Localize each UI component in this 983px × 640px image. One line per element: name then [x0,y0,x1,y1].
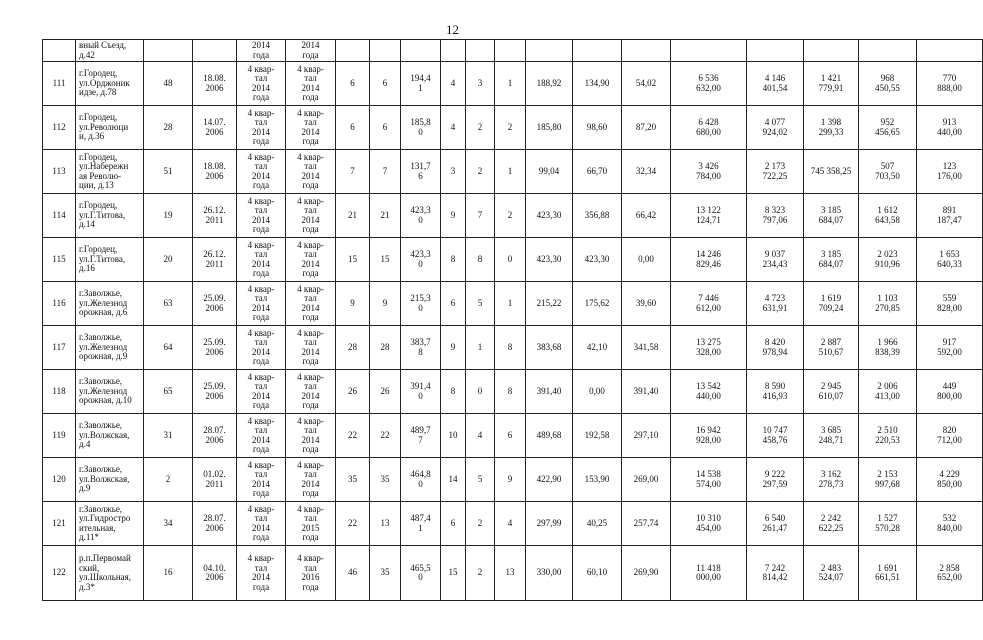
cell-col13: 330,00 [526,546,573,601]
cell-col12: 9 [495,458,526,502]
cell-plan-start: 4 квар- тал 2014 года [237,326,286,370]
cell-col9: 131,7 6 [401,150,441,194]
cell-plan-start: 2014 года [237,40,286,62]
cell-col18: 2 945 610,07 [804,370,859,414]
cell-col18: 3 685 248,71 [804,414,859,458]
cell-col17: 8 323 797,06 [747,194,804,238]
cell-date: 25.09. 2006 [193,326,237,370]
cell-col11: 2 [466,150,495,194]
cell-col11: 2 [466,106,495,150]
table-row [43,414,983,458]
table-row [43,238,983,282]
cell-empty [573,40,622,62]
cell-plan-end: 4 квар- тал 2014 года [286,194,336,238]
cell-address: р.п.Первомай ский, ул.Школьная, д.3* [76,546,144,601]
cell-col19: 2 006 413,00 [859,370,917,414]
cell-col9: 194,4 1 [401,62,441,106]
cell-apartments: 65 [144,370,193,414]
cell-col7: 46 [336,546,370,601]
table-row [43,106,983,150]
cell-col8: 28 [370,326,401,370]
cell-col14: 134,90 [573,62,622,106]
cell-col9: 465,5 0 [401,546,441,601]
cell-col17: 4 723 631,91 [747,282,804,326]
cell-col12: 1 [495,150,526,194]
table-row [43,150,983,194]
cell-col10: 3 [441,150,466,194]
page-number: 12 [446,22,459,37]
table-row [43,502,983,546]
cell-col14: 0,00 [573,370,622,414]
cell-date: 25.09. 2006 [193,370,237,414]
table-row [43,194,983,238]
cell-empty [526,40,573,62]
cell-col17: 8 420 978,94 [747,326,804,370]
cell-apartments: 28 [144,106,193,150]
cell-col15: 66,42 [622,194,671,238]
cell-col16: 7 446 612,00 [671,282,747,326]
cell-apartments: 48 [144,62,193,106]
cell-col13: 99,04 [526,150,573,194]
cell-date: 14.07. 2006 [193,106,237,150]
cell-col8: 13 [370,502,401,546]
cell-col8: 35 [370,546,401,601]
cell-num: 114 [43,194,76,238]
cell-address: г.Городец, ул.Орджоник идзе, д.78 [76,62,144,106]
cell-col18: 3 185 684,07 [804,238,859,282]
cell-plan-end: 4 квар- тал 2014 года [286,106,336,150]
cell-address: г.Заволжье, ул.Гидростро ительная, д.11* [76,502,144,546]
cell-col11: 2 [466,546,495,601]
cell-date: 26.12. 2011 [193,194,237,238]
cell-col9: 464,8 0 [401,458,441,502]
cell-col12: 2 [495,194,526,238]
cell-col7: 22 [336,414,370,458]
cell-plan-start: 4 квар- тал 2014 года [237,414,286,458]
cell-col18: 1 421 779,91 [804,62,859,106]
cell-col14: 356,88 [573,194,622,238]
cell-col20: 2 858 652,00 [917,546,983,601]
cell-col14: 175,62 [573,282,622,326]
cell-date: 04.10. 2006 [193,546,237,601]
cell-col8: 15 [370,238,401,282]
cell-plan-end: 4 квар- тал 2014 года [286,62,336,106]
cell-col20: 559 828,00 [917,282,983,326]
cell-col15: 341,58 [622,326,671,370]
cell-col20: 123 176,00 [917,150,983,194]
cell-empty [466,40,495,62]
cell-col13: 423,30 [526,194,573,238]
cell-col8: 6 [370,106,401,150]
cell-col10: 9 [441,194,466,238]
cell-col18: 1 619 709,24 [804,282,859,326]
cell-num [43,40,76,62]
cell-col15: 269,00 [622,458,671,502]
cell-date: 18.08. 2006 [193,150,237,194]
cell-empty [671,40,747,62]
cell-col16: 6 428 680,00 [671,106,747,150]
cell-col14: 192,58 [573,414,622,458]
cell-num: 116 [43,282,76,326]
cell-col11: 1 [466,326,495,370]
cell-col16: 10 310 454,00 [671,502,747,546]
cell-col11: 8 [466,238,495,282]
cell-col15: 54,02 [622,62,671,106]
cell-plan-end: 4 квар- тал 2016 года [286,546,336,601]
cell-date: 01.02. 2011 [193,458,237,502]
cell-col11: 3 [466,62,495,106]
cell-col10: 6 [441,502,466,546]
cell-apartments: 31 [144,414,193,458]
cell-col7: 21 [336,194,370,238]
table-row [43,282,983,326]
resettlement-table [42,39,983,601]
cell-col12: 4 [495,502,526,546]
cell-col12: 8 [495,326,526,370]
cell-address: г.Заволжье, ул.Железнод орожная, д.6 [76,282,144,326]
cell-apartments: 51 [144,150,193,194]
cell-col10: 8 [441,238,466,282]
cell-col13: 391,40 [526,370,573,414]
cell-col13: 489,68 [526,414,573,458]
cell-col10: 14 [441,458,466,502]
cell-col13: 383,68 [526,326,573,370]
cell-col17: 7 242 814,42 [747,546,804,601]
cell-col7: 6 [336,106,370,150]
cell-col13: 215,22 [526,282,573,326]
cell-address: вный Съезд, д.42 [76,40,144,62]
cell-plan-start: 4 квар- тал 2014 года [237,62,286,106]
cell-col18: 2 483 524,07 [804,546,859,601]
cell-plan-end: 4 квар- тал 2014 года [286,414,336,458]
cell-col19: 1 527 570,28 [859,502,917,546]
cell-col8: 35 [370,458,401,502]
cell-col20: 1 653 640,33 [917,238,983,282]
cell-col9: 391,4 0 [401,370,441,414]
cell-col12: 0 [495,238,526,282]
cell-num: 113 [43,150,76,194]
cell-empty [401,40,441,62]
cell-col15: 257,74 [622,502,671,546]
cell-empty [495,40,526,62]
cell-plan-start: 4 квар- тал 2014 года [237,370,286,414]
cell-col19: 968 450,55 [859,62,917,106]
cell-col7: 6 [336,62,370,106]
table-row [43,326,983,370]
cell-num: 112 [43,106,76,150]
cell-col13: 423,30 [526,238,573,282]
cell-col10: 10 [441,414,466,458]
cell-col10: 4 [441,106,466,150]
cell-col8: 26 [370,370,401,414]
cell-col18: 745 358,25 [804,150,859,194]
cell-apartments: 19 [144,194,193,238]
cell-address: г.Городец, ул.Революци и, д.36 [76,106,144,150]
cell-col17: 2 173 722,25 [747,150,804,194]
cell-plan-start: 4 квар- тал 2014 года [237,194,286,238]
cell-col17: 9 037 234,43 [747,238,804,282]
cell-col11: 5 [466,282,495,326]
cell-plan-end: 4 квар- тал 2014 года [286,150,336,194]
cell-num: 118 [43,370,76,414]
cell-col17: 9 222 297,59 [747,458,804,502]
cell-address: г.Городец, ул.Набережн ая Револю- ции, д.13 [76,150,144,194]
cell-plan-start: 4 квар- тал 2014 года [237,106,286,150]
cell-apartments: 20 [144,238,193,282]
cell-col20: 532 840,00 [917,502,983,546]
cell-col12: 8 [495,370,526,414]
cell-empty [747,40,804,62]
cell-num: 111 [43,62,76,106]
cell-col8: 22 [370,414,401,458]
cell-apartments: 2 [144,458,193,502]
cell-col15: 297,10 [622,414,671,458]
cell-col20: 891 187,47 [917,194,983,238]
cell-plan-start: 4 квар- тал 2014 года [237,502,286,546]
cell-col17: 10 747 458,76 [747,414,804,458]
cell-col16: 13 275 328,00 [671,326,747,370]
cell-address: г.Заволжье, ул.Волжская, д.4 [76,414,144,458]
cell-col7: 22 [336,502,370,546]
cell-address: г.Городец, ул.Г.Титова, д.16 [76,238,144,282]
cell-col11: 2 [466,502,495,546]
cell-col11: 5 [466,458,495,502]
cell-col12: 13 [495,546,526,601]
cell-empty [804,40,859,62]
cell-col15: 87,20 [622,106,671,150]
cell-col13: 297,99 [526,502,573,546]
cell-col19: 2 023 910,96 [859,238,917,282]
cell-col16: 14 246 829,46 [671,238,747,282]
table-row [43,546,983,601]
cell-address: г.Заволжье, ул.Железнод орожная, д.10 [76,370,144,414]
cell-col9: 185,8 0 [401,106,441,150]
cell-col18: 3 162 278,73 [804,458,859,502]
cell-col11: 7 [466,194,495,238]
cell-num: 121 [43,502,76,546]
cell-date [193,40,237,62]
cell-apartments: 64 [144,326,193,370]
cell-col14: 66,70 [573,150,622,194]
cell-col20: 449 800,00 [917,370,983,414]
cell-col11: 4 [466,414,495,458]
cell-col15: 391,40 [622,370,671,414]
cell-col14: 153,90 [573,458,622,502]
cell-col16: 11 418 000,00 [671,546,747,601]
cell-col18: 3 185 684,07 [804,194,859,238]
cell-col18: 2 242 622,25 [804,502,859,546]
cell-plan-end: 4 квар- тал 2014 года [286,238,336,282]
cell-col20: 913 440,00 [917,106,983,150]
cell-col14: 98,60 [573,106,622,150]
cell-num: 119 [43,414,76,458]
cell-col8: 7 [370,150,401,194]
cell-apartments: 34 [144,502,193,546]
cell-col9: 489,7 7 [401,414,441,458]
cell-col7: 15 [336,238,370,282]
cell-col15: 269,90 [622,546,671,601]
cell-col15: 0,00 [622,238,671,282]
cell-col12: 2 [495,106,526,150]
cell-col9: 423,3 0 [401,238,441,282]
cell-col14: 423,30 [573,238,622,282]
cell-col7: 7 [336,150,370,194]
cell-col20: 770 888,00 [917,62,983,106]
table-row-continued [43,40,983,62]
cell-col9: 383,7 8 [401,326,441,370]
cell-col9: 487,4 1 [401,502,441,546]
cell-col14: 40,25 [573,502,622,546]
cell-col7: 28 [336,326,370,370]
cell-col16: 14 538 574,00 [671,458,747,502]
cell-col9: 215,3 0 [401,282,441,326]
cell-col10: 6 [441,282,466,326]
cell-plan-end: 4 квар- тал 2014 года [286,458,336,502]
cell-plan-end: 2014 года [286,40,336,62]
cell-col13: 422,90 [526,458,573,502]
cell-col8: 21 [370,194,401,238]
cell-col8: 9 [370,282,401,326]
table-row [43,370,983,414]
cell-col12: 6 [495,414,526,458]
cell-col10: 4 [441,62,466,106]
cell-empty [622,40,671,62]
cell-col10: 9 [441,326,466,370]
cell-col12: 1 [495,282,526,326]
cell-num: 122 [43,546,76,601]
cell-col18: 1 398 299,33 [804,106,859,150]
cell-col17: 4 146 401,54 [747,62,804,106]
cell-apartments [144,40,193,62]
cell-col10: 15 [441,546,466,601]
cell-col16: 16 942 928,00 [671,414,747,458]
cell-col20: 4 229 850,00 [917,458,983,502]
cell-apartments: 63 [144,282,193,326]
cell-col17: 4 077 924,02 [747,106,804,150]
cell-col7: 26 [336,370,370,414]
cell-date: 28.07. 2006 [193,502,237,546]
cell-apartments: 16 [144,546,193,601]
cell-col8: 6 [370,62,401,106]
cell-plan-end: 4 квар- тал 2014 года [286,370,336,414]
cell-empty [370,40,401,62]
cell-col16: 3 426 784,00 [671,150,747,194]
cell-col12: 1 [495,62,526,106]
cell-col19: 2 153 997,68 [859,458,917,502]
cell-col19: 1 103 270,85 [859,282,917,326]
table-row [43,458,983,502]
cell-plan-end: 4 квар- тал 2014 года [286,282,336,326]
cell-date: 28.07. 2006 [193,414,237,458]
cell-plan-end: 4 квар- тал 2015 года [286,502,336,546]
cell-col14: 60,10 [573,546,622,601]
cell-col19: 1 966 838,39 [859,326,917,370]
cell-col14: 42,10 [573,326,622,370]
cell-empty [336,40,370,62]
cell-col16: 13 122 124,71 [671,194,747,238]
cell-plan-start: 4 квар- тал 2014 года [237,150,286,194]
cell-date: 26.12. 2011 [193,238,237,282]
cell-col20: 820 712,00 [917,414,983,458]
cell-col15: 32,34 [622,150,671,194]
cell-empty [917,40,983,62]
cell-col16: 13 542 440,00 [671,370,747,414]
cell-col13: 188,92 [526,62,573,106]
cell-address: г.Заволжье, ул.Железнод орожная, д.9 [76,326,144,370]
cell-col19: 1 691 661,51 [859,546,917,601]
cell-col19: 1 612 643,58 [859,194,917,238]
cell-empty [441,40,466,62]
cell-num: 120 [43,458,76,502]
cell-col16: 6 536 632,00 [671,62,747,106]
cell-col7: 35 [336,458,370,502]
cell-col18: 2 887 510,67 [804,326,859,370]
cell-col19: 2 510 220,53 [859,414,917,458]
cell-col7: 9 [336,282,370,326]
cell-date: 25.09. 2006 [193,282,237,326]
cell-col17: 8 590 416,93 [747,370,804,414]
cell-plan-start: 4 квар- тал 2014 года [237,238,286,282]
cell-plan-start: 4 квар- тал 2014 года [237,546,286,601]
cell-col11: 0 [466,370,495,414]
cell-plan-end: 4 квар- тал 2014 года [286,326,336,370]
cell-address: г.Городец, ул.Г.Титова, д.14 [76,194,144,238]
cell-col10: 8 [441,370,466,414]
cell-plan-start: 4 квар- тал 2014 года [237,458,286,502]
table-row [43,62,983,106]
cell-plan-start: 4 квар- тал 2014 года [237,282,286,326]
cell-col17: 6 540 261,47 [747,502,804,546]
cell-col13: 185,80 [526,106,573,150]
cell-col9: 423,3 0 [401,194,441,238]
cell-col19: 507 703,50 [859,150,917,194]
cell-col19: 952 456,65 [859,106,917,150]
cell-date: 18.08. 2006 [193,62,237,106]
cell-col15: 39,60 [622,282,671,326]
cell-num: 115 [43,238,76,282]
cell-address: г.Заволжье, ул.Волжская, д.9 [76,458,144,502]
cell-num: 117 [43,326,76,370]
cell-col20: 917 592,00 [917,326,983,370]
cell-empty [859,40,917,62]
